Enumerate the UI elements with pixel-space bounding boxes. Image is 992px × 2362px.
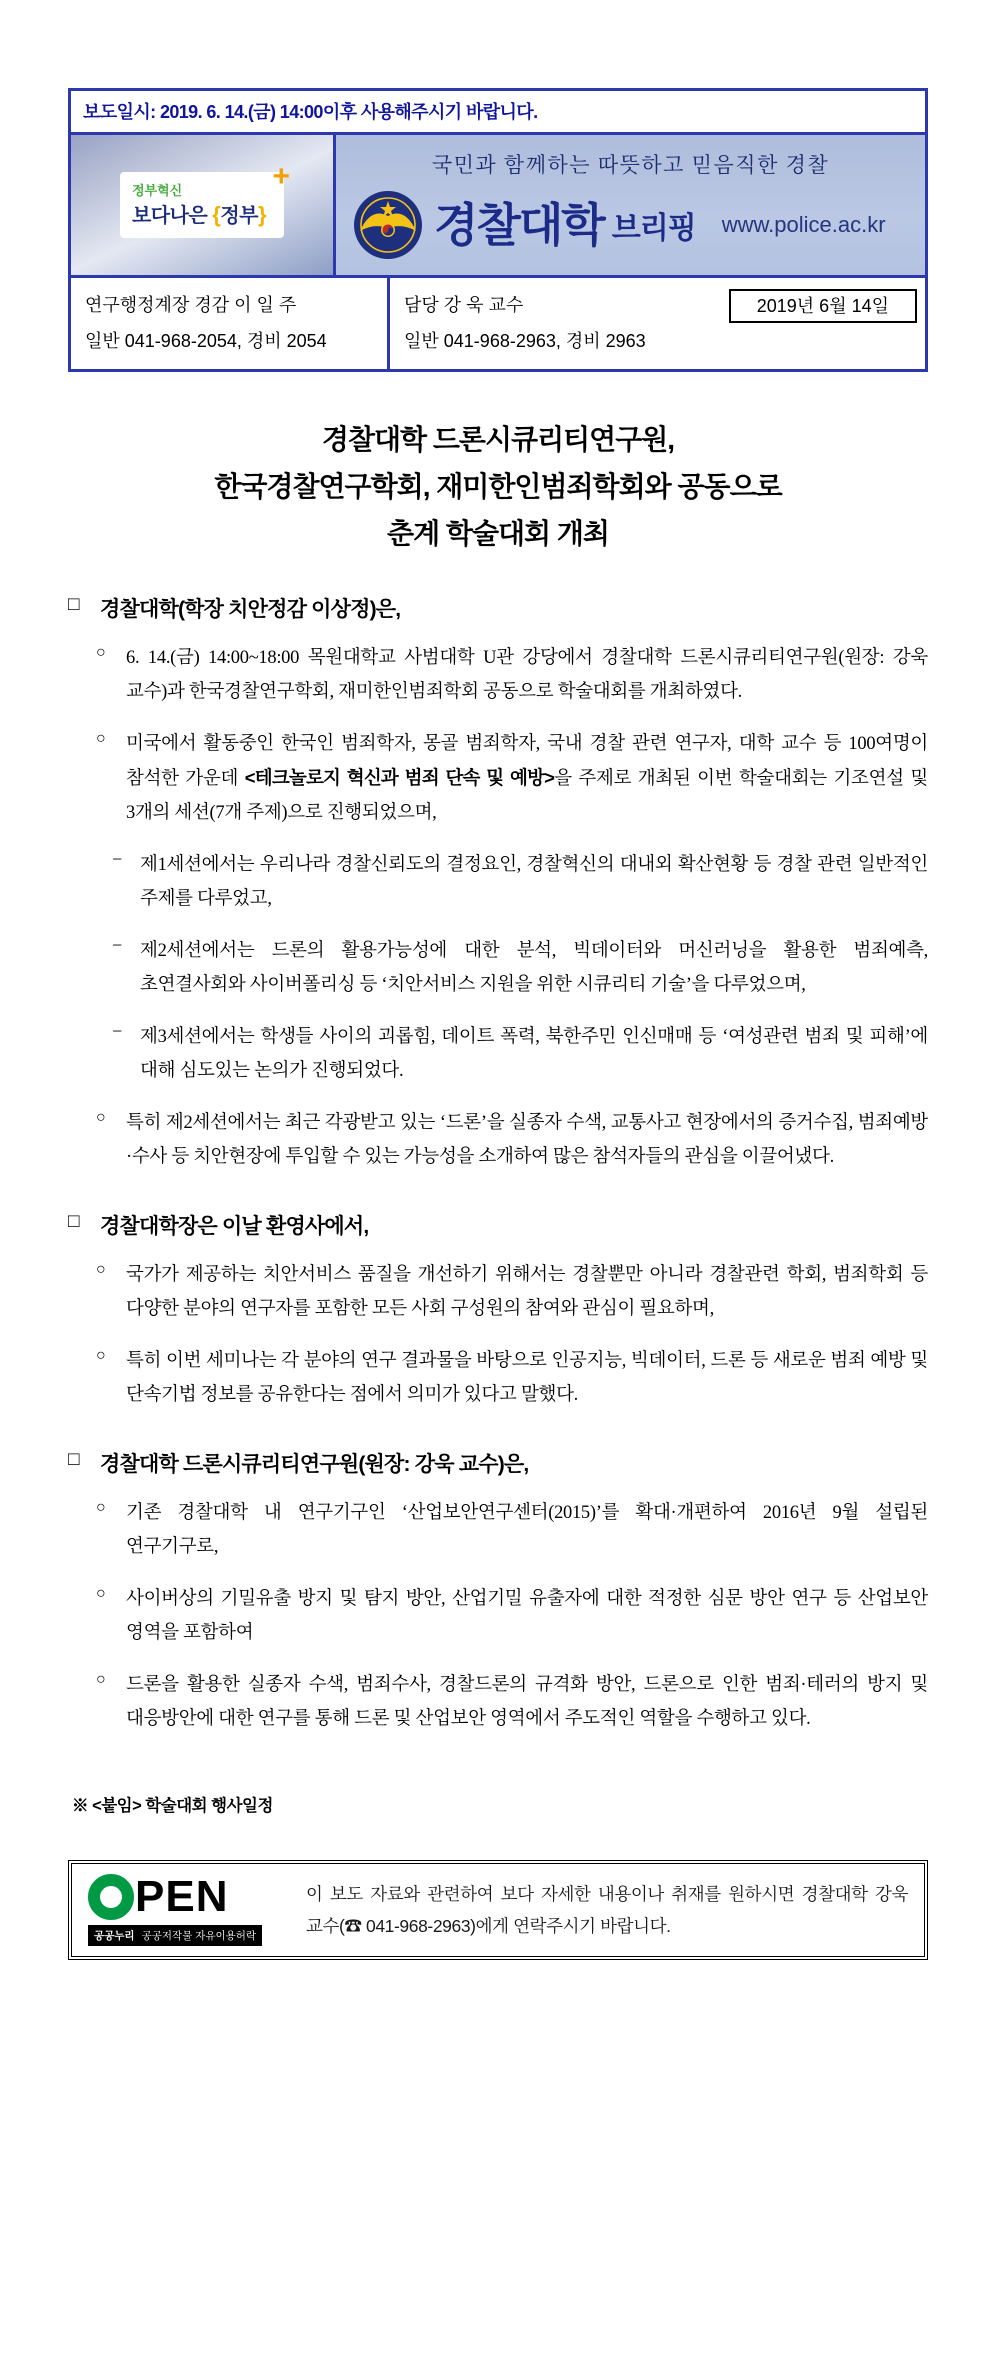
circle-bullet-icon: ○ bbox=[96, 1499, 106, 1516]
bullet-item bbox=[68, 1668, 928, 1736]
section-heading bbox=[68, 1210, 928, 1240]
gov-logo-box bbox=[120, 160, 291, 238]
bullet-text bbox=[140, 934, 928, 1002]
bullet-text bbox=[126, 1258, 928, 1326]
bullet-text-segment: 기존 경찰대학 내 연구기구인 ‘산업보안연구센터(2015)’를 확대·개편하여 2016년 9월 설립된 연구기구로, bbox=[126, 1503, 928, 1557]
contact-right-name: 담당 강 욱 교수 bbox=[404, 295, 524, 315]
bullet-text-segment: 을 주제로 개최된 이번 학술대회는 기조연설 및 3개의 세션(7개 주제)으로 진행되었으며, bbox=[126, 769, 929, 823]
section-heading-text: 경찰대학 드론시큐리티연구원(원장: 강욱 교수)은, bbox=[100, 1453, 529, 1476]
section-heading-text: 경찰대학(학장 치안정감 이상정)은, bbox=[100, 598, 401, 621]
contact-left-cell bbox=[71, 278, 390, 369]
open-license-logo bbox=[88, 1874, 306, 1946]
bullet-text bbox=[126, 641, 928, 709]
bullet-text bbox=[126, 1106, 928, 1174]
page-title bbox=[68, 416, 928, 557]
bullet-text-segment: 미국에서 활동중인 한국인 범죄학자, 몽골 범죄학자, 국내 경찰 관련 연구자, 대학 교수 등 100여명이 참석한 가운데 bbox=[126, 734, 928, 789]
gov-logo-line2 bbox=[132, 199, 266, 228]
gov-logo-line2b: 정부 bbox=[220, 205, 258, 227]
bullet-item bbox=[68, 1496, 928, 1564]
bullet-text bbox=[126, 1496, 928, 1564]
section-heading bbox=[68, 1448, 928, 1478]
slogan: 국민과 함께하는 따뜻하고 믿음직한 경찰 bbox=[431, 153, 830, 177]
section-heading bbox=[68, 593, 928, 623]
brand-url[interactable]: www.police.ac.kr bbox=[721, 212, 886, 237]
dash-bullet-icon: − bbox=[112, 1021, 123, 1041]
circle-bullet-icon: ○ bbox=[96, 1109, 106, 1126]
bullet-text bbox=[126, 727, 928, 830]
bullet-text bbox=[140, 1020, 928, 1088]
open-letters: PEN bbox=[135, 1872, 229, 1921]
bullet-item bbox=[68, 848, 928, 916]
contact-right-phone: 일반 041-968-2963, 경비 2963 bbox=[404, 331, 646, 351]
plus-icon: + bbox=[272, 160, 291, 193]
contact-left-name: 연구행정계장 경감 이 일 주 bbox=[85, 295, 297, 315]
bullet-text-segment: 제2세션에서는 드론의 활용가능성에 대한 분석, 빅데이터와 머신러닝을 활용한 범죄예측, 초연결사회와 사이버폴리싱 등 ‘치안서비스 지원을 위한 시큐리티 기술’을 다루었으며, bbox=[140, 941, 928, 995]
square-bullet-icon: □ bbox=[68, 1211, 79, 1232]
circle-bullet-icon: ○ bbox=[96, 1671, 106, 1688]
open-o-icon bbox=[88, 1874, 134, 1920]
bullet-text bbox=[126, 1582, 928, 1650]
gov-logo-line1: 정부혁신 bbox=[131, 183, 183, 198]
dash-bullet-icon: − bbox=[112, 935, 123, 955]
section bbox=[68, 593, 928, 1174]
police-emblem-icon bbox=[352, 189, 424, 261]
circle-bullet-icon: ○ bbox=[96, 1585, 106, 1602]
circle-bullet-icon: ○ bbox=[96, 730, 106, 747]
bullet-item bbox=[68, 1344, 928, 1412]
contact-left-phone: 일반 041-968-2054, 경비 2054 bbox=[85, 331, 327, 351]
contact-table bbox=[68, 275, 928, 372]
briefing-banner bbox=[336, 135, 925, 275]
bullet-text bbox=[126, 1668, 928, 1736]
bullet-text-segment: 제1세션에서는 우리나라 경찰신뢰도의 결정요인, 경찰혁신의 대내외 확산현황 등 경찰 관련 일반적인 주제를 다루었고, bbox=[140, 855, 928, 909]
bullet-text-segment: 제3세션에서는 학생들 사이의 괴롭힘, 데이트 폭력, 북한주민 인신매매 등 ‘여성관련 범죄 및 피해’에 대해 심도있는 논의가 진행되었다. bbox=[140, 1027, 928, 1081]
brand-name: 경찰대학 bbox=[434, 199, 604, 251]
section bbox=[68, 1448, 928, 1736]
bracket-right-icon: } bbox=[257, 202, 267, 227]
bullet-item bbox=[68, 1258, 928, 1326]
bullet-text-segment: 사이버상의 기밀유출 방지 및 탐지 방안, 산업기밀 유출자에 대한 적정한 심문 방안 연구 등 산업보안 영역을 포함하여 bbox=[126, 1589, 928, 1643]
circle-bullet-icon: ○ bbox=[96, 644, 106, 661]
bullet-text-segment: 6. 14.(금) 14:00~18:00 목원대학교 사범대학 U관 강당에서 경찰대학 드론시큐리티연구원(원장: 강욱 교수)과 한국경찰연구학회, 재미한인범죄학회 공동으로 학술대회를 개최하였다. bbox=[126, 648, 928, 702]
square-bullet-icon: □ bbox=[68, 1449, 79, 1470]
bullet-text-segment: 드론을 활용한 실종자 수색, 범죄수사, 경찰드론의 규격화 방안, 드론으로 인한 범죄·테러의 방지 및 대응방안에 대한 연구를 통해 드론 및 산업보안 영역에서 주도적인 역할을 수행하고 있다. bbox=[126, 1675, 928, 1729]
circle-bullet-icon: ○ bbox=[96, 1261, 106, 1278]
bullet-text-segment: 특히 제2세션에서는 최근 각광받고 있는 ‘드론’을 실종자 수색, 교통사고 현장에서의 증거수집, 범죄예방·수사 등 치안현장에 투입할 수 있는 가능성을 소개하여 많은 참석자들의 관심을 이끌어냈다. bbox=[126, 1113, 928, 1167]
footer-contact-box bbox=[68, 1860, 928, 1960]
masthead bbox=[68, 132, 928, 278]
square-bullet-icon: □ bbox=[68, 594, 79, 615]
open-badge2: 공공저작물 자유이용허락 bbox=[141, 1930, 257, 1942]
bullet-text bbox=[140, 848, 928, 916]
attachment-text: ※ <붙임> 학술대회 행사일정 bbox=[72, 1797, 273, 1815]
title-line-1: 경찰대학 드론시큐리티연구원, bbox=[321, 424, 675, 455]
footer-text bbox=[306, 1878, 908, 1942]
bullet-text-bold-segment: <테크놀로지 혁신과 범죄 단속 및 예방> bbox=[244, 767, 555, 788]
bracket-left-icon: { bbox=[212, 202, 221, 227]
title-line-2: 한국경찰연구학회, 재미한인범죄학회와 공동으로 bbox=[214, 471, 782, 502]
attachment-note bbox=[72, 1792, 928, 1816]
brand-row bbox=[350, 189, 911, 261]
bullet-item bbox=[68, 727, 928, 830]
bullet-text-segment: 특히 이번 세미나는 각 분야의 연구 결과물을 바탕으로 인공지능, 빅데이터, 드론 등 새로운 범죄 예방 및 단속기법 정보를 공유한다는 점에서 의미가 있다고 말했다. bbox=[126, 1351, 928, 1405]
bullet-item bbox=[68, 1106, 928, 1174]
bullet-text bbox=[126, 1344, 928, 1412]
title-line-3: 춘계 학술대회 개최 bbox=[387, 518, 609, 549]
embargo-notice-box bbox=[68, 88, 928, 135]
open-badge: 공공누리 bbox=[94, 1930, 135, 1942]
gov-innovation-logo bbox=[71, 135, 336, 275]
footer-text-content: 이 보도 자료와 관련하여 보다 자세한 내용이나 취재를 원하시면 경찰대학 강욱 교수(☎ 041-968-2963)에게 연락주시기 바랍니다. bbox=[306, 1884, 908, 1936]
bullet-text-segment: 국가가 제공하는 치안서비스 품질을 개선하기 위해서는 경찰뿐만 아니라 경찰관련 학회, 범죄학회 등 다양한 분야의 연구자를 포함한 모든 사회 구성원의 참여와 관심이 필요하며, bbox=[126, 1265, 928, 1319]
body-sections bbox=[68, 593, 928, 1736]
dash-bullet-icon: − bbox=[112, 849, 123, 869]
release-date: 2019년 6월 14일 bbox=[729, 289, 917, 323]
bullet-item bbox=[68, 641, 928, 709]
section-heading-text: 경찰대학장은 이날 환영사에서, bbox=[100, 1215, 369, 1238]
circle-bullet-icon: ○ bbox=[96, 1347, 106, 1364]
bullet-item bbox=[68, 1582, 928, 1650]
bullet-item bbox=[68, 934, 928, 1002]
bullet-item bbox=[68, 1020, 928, 1088]
embargo-text: 보도일시: 2019. 6. 14.(금) 14:00이후 사용해주시기 바랍니다. bbox=[83, 102, 538, 122]
open-license-bar bbox=[88, 1925, 262, 1946]
gov-logo-line2a: 보다나은 bbox=[131, 205, 208, 227]
contact-right-cell bbox=[390, 278, 925, 369]
brand-suffix: 브리핑 bbox=[611, 212, 696, 245]
section bbox=[68, 1210, 928, 1412]
